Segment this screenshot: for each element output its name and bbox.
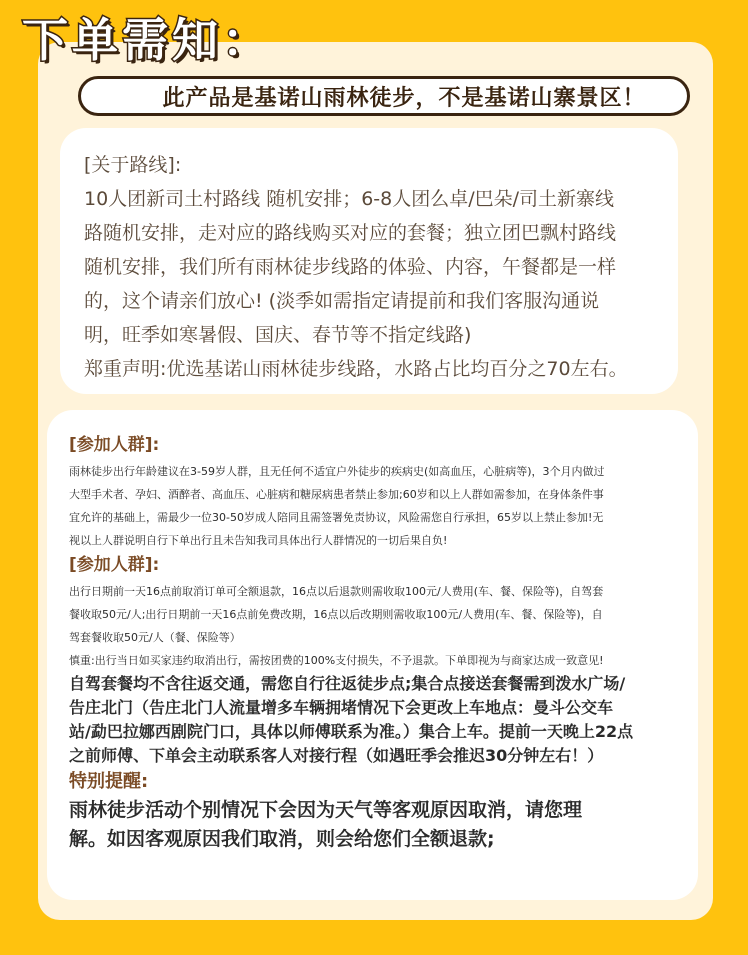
- route-heading: [关于路线]:: [84, 154, 182, 176]
- transport-line: 告庄北门（告庄北门人流量增多车辆拥堵情况下会更改上车地点：曼斗公交车: [69, 698, 614, 717]
- notice-banner: [78, 76, 690, 116]
- transport-line: 自驾套餐均不含往返交通，需您自行往返徒步点;集合点接送套餐需到泼水广场/: [69, 674, 626, 693]
- route-line: 的，这个请亲们放心! (淡季如需指定请提前和我们客服沟通说: [84, 290, 600, 312]
- participants-line: 宜允许的基础上，需最少一位30-50岁成人陪同且需签署免责协议，风险需您自行承担，65岁以上禁止参加!无: [69, 511, 604, 524]
- participants-line: 大型手术者、孕妇、酒醉者、高血压、心脏病和糖尿病患者禁止参加;60岁和以上人群如需参加，在身体条件事: [69, 488, 604, 501]
- refund-line: 餐收取50元/人;出行日期前一天16点前免费改期，16点以后改期则需收取100元/人费用(车、餐、保险等)，自: [69, 608, 603, 621]
- reminder-heading: 特别提醒:: [69, 771, 149, 792]
- transport-line: 站/勐巴拉娜西剧院门口，具体以师傅联系为准。）集合上车。提前一天晚上22点: [69, 722, 634, 741]
- refund-heading: [参加人群]:: [69, 555, 160, 575]
- route-info-card: [60, 128, 678, 394]
- transport-line: 之前师傅、下单会主动联系客人对接行程（如遇旺季会推迟30分钟左右！）: [69, 746, 604, 765]
- route-line: 明，旺季如寒暑假、国庆、春节等不指定线路): [84, 324, 472, 346]
- route-line: 路随机安排，走对应的路线购买对应的套餐；独立团巴飘村路线: [84, 222, 617, 244]
- page-title: 下单需知：: [22, 13, 272, 67]
- refund-line: 出行日期前一天16点前取消订单可全额退款，16点以后退款则需收取100元/人费用(车、餐、保险等)，自驾套: [69, 585, 604, 598]
- reminder-line: 解。如因客观原因我们取消，则会给您们全额退款;: [69, 828, 495, 850]
- participants-line: 雨林徒步出行年龄建议在3-59岁人群，且无任何不适宜户外徒步的疾病史(如高血压，心脏病等)，3个月内做过: [69, 465, 605, 478]
- route-line: 10人团新司土村路线 随机安排；6-8人团么卓/巴朵/司土新寨线: [84, 188, 615, 210]
- reminder-line: 雨林徒步活动个别情况下会因为天气等客观原因取消，请您理: [69, 799, 583, 821]
- notice-banner-text: 此产品是基诺山雨林徒步，不是基诺山寨景区！: [162, 85, 646, 111]
- route-statement: 郑重声明:优选基诺山雨林徒步线路，水路占比均百分之70左右。: [84, 358, 628, 380]
- refund-line: 驾套餐收取50元/人（餐、保险等）: [69, 631, 241, 644]
- route-line: 随机安排，我们所有雨林徒步线路的体验、内容，午餐都是一样: [84, 256, 617, 278]
- policy-info-card: [47, 410, 698, 900]
- participants-line: 视以上人群说明自行下单出行且未告知我司具体出行人群情况的一切后果自负!: [69, 534, 448, 547]
- refund-line: 慎重:出行当日如买家违约取消出行，需按团费的100%支付损失，不予退款。下单即视为与商家达成一致意见!: [69, 654, 604, 667]
- participants-heading: [参加人群]:: [69, 435, 160, 455]
